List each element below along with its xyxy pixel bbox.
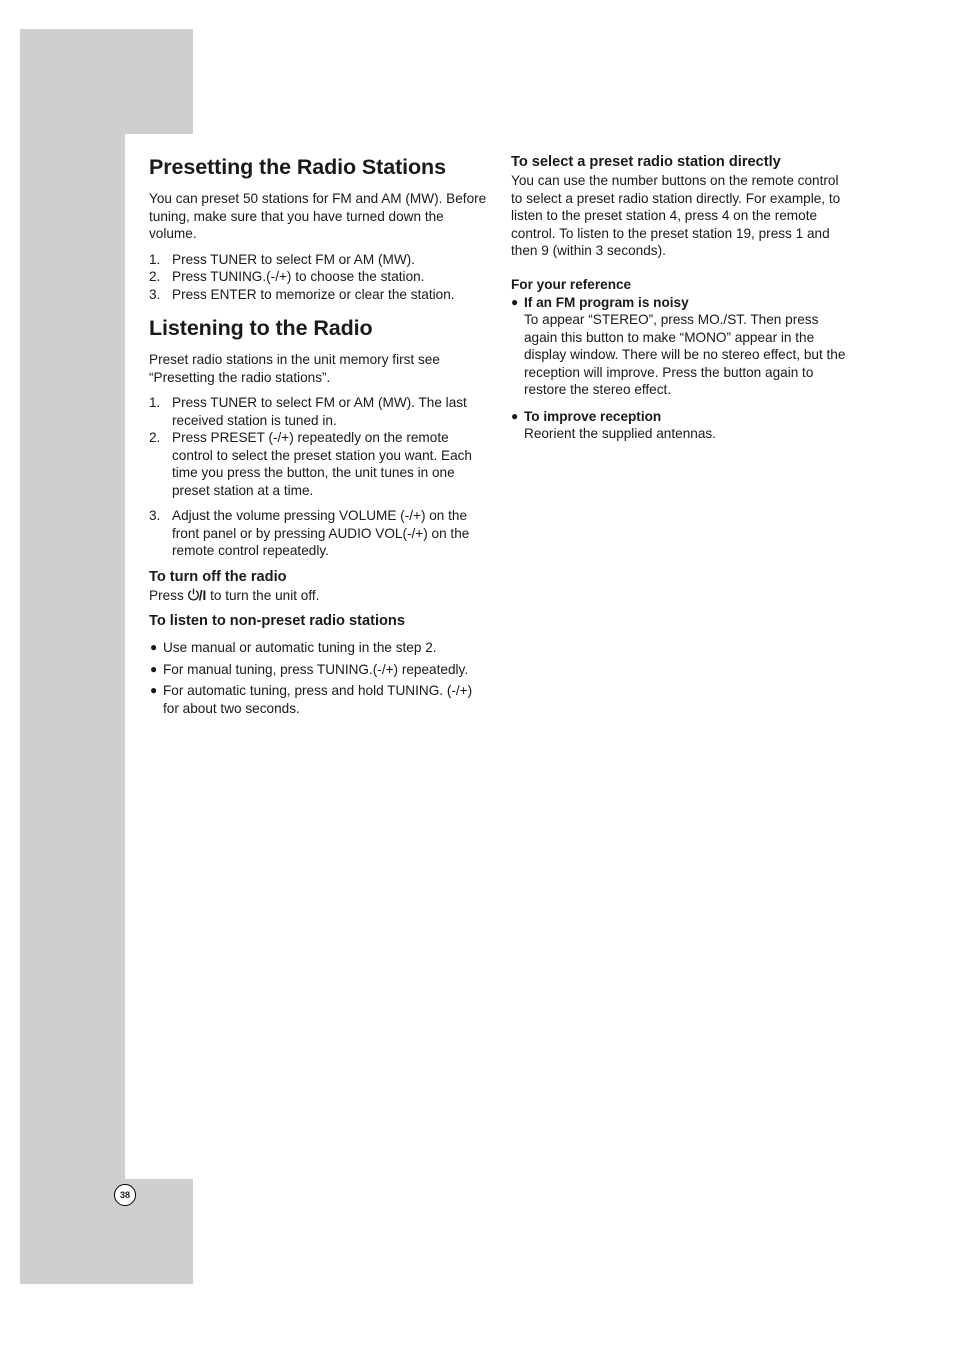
- left-column: [149, 150, 491, 717]
- reference-heading: For your reference: [511, 276, 632, 292]
- step-number: 1.: [149, 251, 161, 267]
- reference-item-title: If an FM program is noisy: [524, 294, 689, 310]
- step-text: Press ENTER to memorize or clear the station.: [172, 286, 455, 302]
- page-number: 38: [114, 1184, 136, 1206]
- turn-off-text: [149, 587, 491, 605]
- listening-steps: [149, 394, 491, 560]
- list-item: [149, 268, 491, 286]
- bullet-icon: ●: [150, 661, 158, 676]
- list-item: [149, 429, 491, 499]
- non-preset-list: [149, 639, 491, 717]
- select-direct-text: You can use the number buttons on the remote control to select a preset radio station directly. For example, to listen to the preset station 4, press 4 on the remote control. To listen to the preset station 19, press 1 and then 9 (within 3 seconds).: [511, 173, 841, 258]
- list-item: [149, 251, 491, 269]
- list-item: [149, 682, 491, 717]
- list-item: [149, 286, 491, 304]
- turn-off-text-after: to turn the unit off.: [210, 587, 320, 603]
- step-text: Press TUNER to select FM or AM (MW). The last received station is tuned in.: [172, 395, 467, 428]
- reference-item-text: To appear “STEREO”, press MO./ST. Then press again this button to make “MONO” appear in the display window. There will be no stereo effect, but the reception will improve. Press the button again to restore the stereo effect.: [524, 312, 846, 397]
- list-item: [149, 639, 491, 657]
- turn-off-heading: To turn off the radio: [149, 568, 287, 585]
- list-item: [511, 294, 851, 399]
- step-number: 3.: [149, 286, 161, 302]
- select-direct-heading: To select a preset radio station directly: [511, 154, 781, 170]
- listening-title: Listening to the Radio: [149, 316, 373, 340]
- list-item: [149, 661, 491, 679]
- step-number: 2.: [149, 430, 161, 445]
- turn-off-text-before: Press: [149, 587, 184, 603]
- list-item: [149, 507, 491, 560]
- presetting-intro: You can preset 50 stations for FM and AM (MW). Before tuning, make sure that you have turned down the volume.: [149, 191, 487, 241]
- power-button-glyph: /I: [198, 587, 207, 603]
- reference-item-title: To improve reception: [524, 408, 662, 424]
- bullet-text: For manual tuning, press TUNING.(-/+) repeatedly.: [163, 661, 469, 677]
- listening-intro: Preset radio stations in the unit memory first see “Presetting the radio stations”.: [149, 352, 440, 385]
- reference-item-text: Reorient the supplied antennas.: [524, 426, 716, 441]
- step-number: 3.: [149, 508, 161, 523]
- bullet-text: Use manual or automatic tuning in the step 2.: [163, 640, 437, 655]
- step-text: Press PRESET (-/+) repeatedly on the remote control to select the preset station you want. Each time you press the button, the unit tunes in one preset station at a time.: [172, 430, 472, 498]
- bullet-icon: ●: [150, 683, 158, 697]
- list-item: [511, 408, 851, 443]
- non-preset-heading: To listen to non-preset radio stations: [149, 613, 405, 629]
- list-item: [149, 394, 491, 429]
- reference-list: [511, 294, 851, 443]
- step-text: Press TUNING.(-/+) to choose the station.: [172, 269, 425, 284]
- bullet-text: For automatic tuning, press and hold TUNING. (-/+) for about two seconds.: [163, 683, 473, 716]
- step-text: Adjust the volume pressing VOLUME (-/+) on the front panel or by pressing AUDIO VOL(-/+) on the remote control repeatedly.: [172, 508, 470, 558]
- bullet-icon: ●: [150, 640, 158, 654]
- step-text: Press TUNER to select FM or AM (MW).: [172, 251, 415, 267]
- step-number: 2.: [149, 269, 161, 284]
- step-number: 1.: [149, 395, 161, 410]
- right-column: [511, 150, 851, 443]
- bullet-icon: ●: [511, 294, 519, 309]
- presetting-title: Presetting the Radio Stations: [149, 155, 446, 179]
- bullet-icon: ●: [511, 408, 519, 423]
- presetting-steps: [149, 251, 491, 304]
